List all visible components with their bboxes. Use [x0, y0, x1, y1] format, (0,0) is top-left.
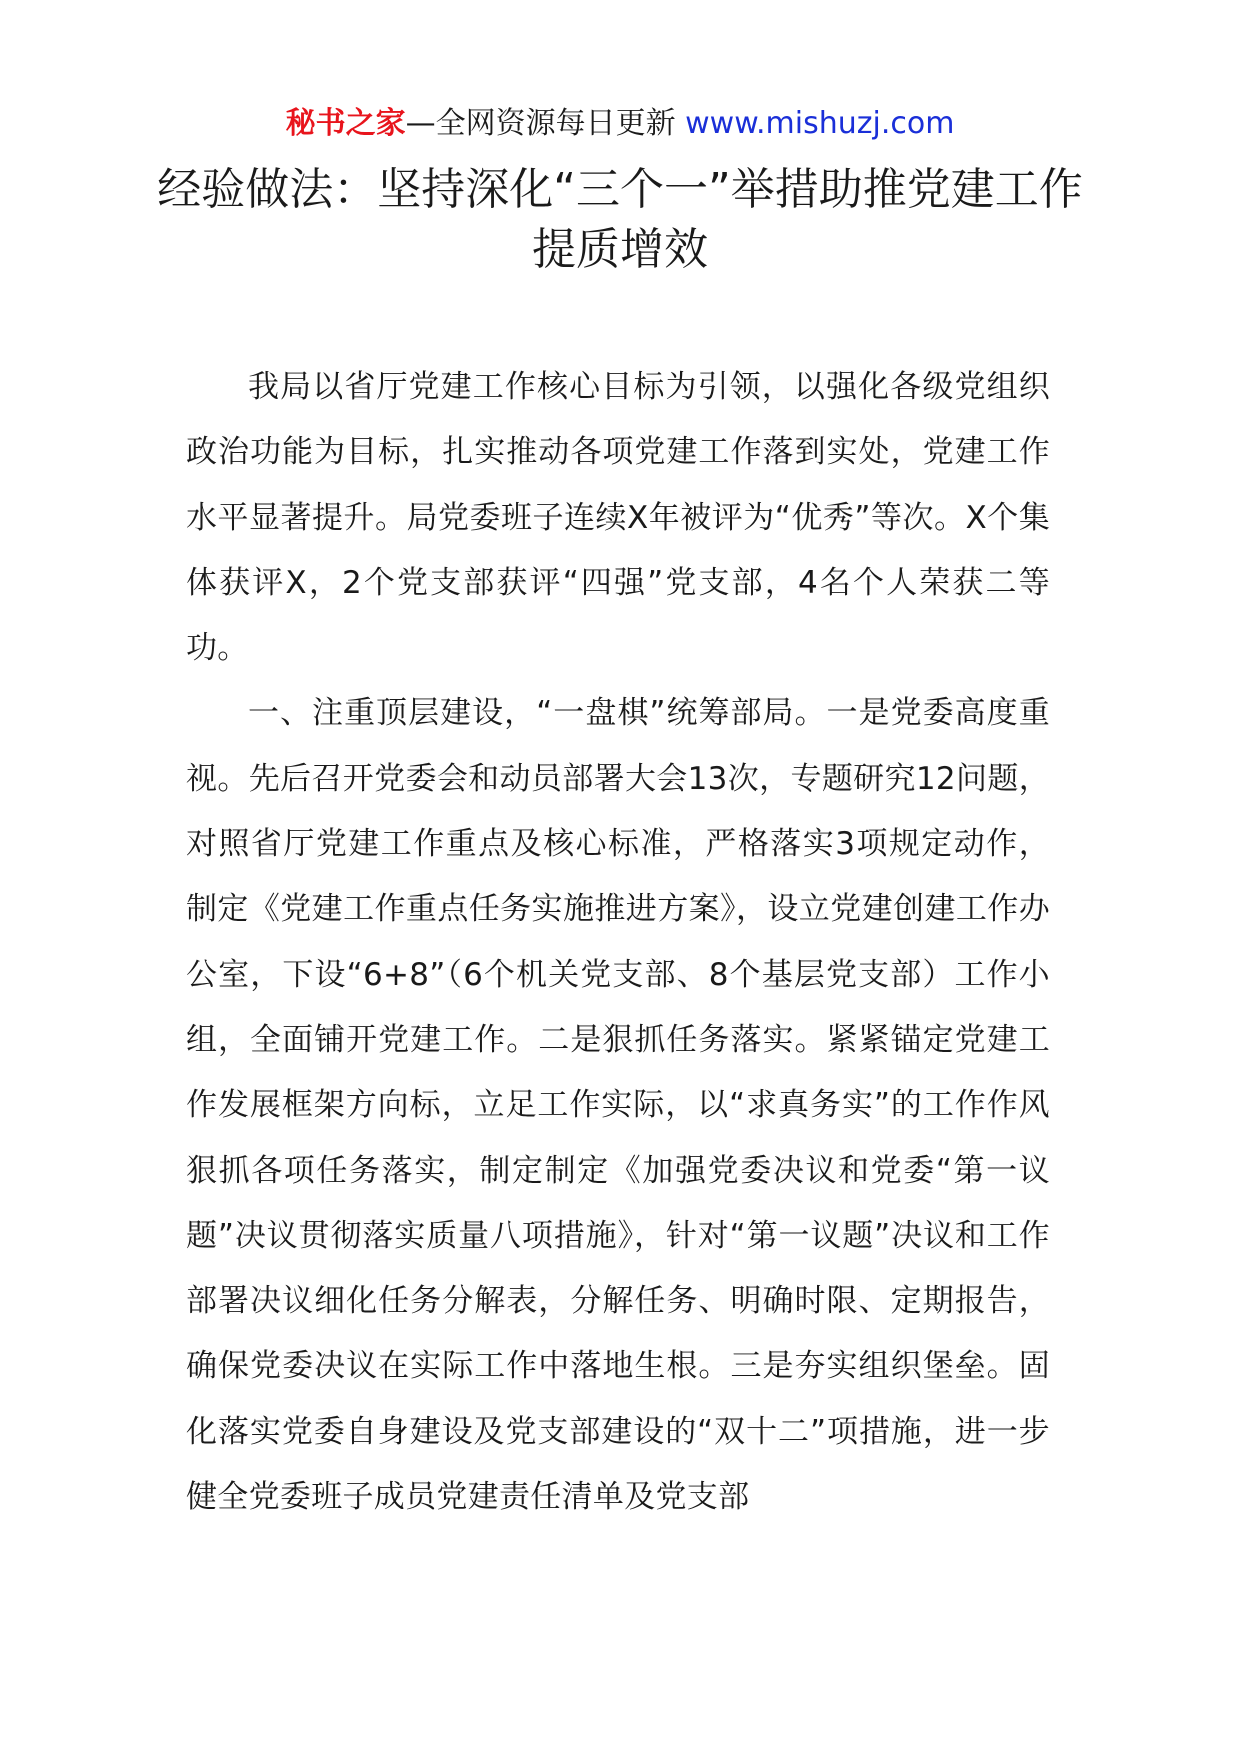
paragraph-section-one: 一、注重顶层建设，“一盘棋”统筹部局。一是党委高度重视。先后召开党委会和动员部署大会13次，专题研究12问题，对照省厅党建工作重点及核心标准，严格落实3项规定动作，制定《党建工作重点任务实施推进方案》，设立党建创建工作办公室，下设“6+8”（6个机关党支部、8个基层党支部）工作小组，全面铺开党建工作。二是狠抓任务落实。紧紧锚定党建工作发展框架方向标，立足工作实际，以“求真务实”的工作作风狠抓各项任务落实，制定制定《加强党委决议和党委“第一议题”决议贯彻落实质量八项措施》，针对“第一议题”决议和工作部署决议细化任务分解表，分解任务、明确时限、定期报告，确保党委决议在实际工作中落地生根。三是夯实组织堡垒。固化落实党委自身建设及党支部建设的“双十二”项措施，进一步健全党委班子成员党建责任清单及党支部: [186, 695, 1050, 1516]
document-body: [186, 355, 1050, 1530]
paragraph-intro: 我局以省厅党建工作核心目标为引领，以强化各级党组织政治功能为目标，扎实推动各项党建工作落到实处，党建工作水平显著提升。局党委班子连续X年被评为“优秀”等次。X个集体获评X，2个党支部获评“四强”党支部，4名个人荣获二等功。: [186, 369, 1050, 667]
document-title: 经验做法：坚持深化“三个一”举措助推党建工作提质增效: [157, 164, 1083, 275]
header-tagline: —全网资源每日更新: [405, 106, 686, 141]
site-url-link[interactable]: www.mishuzj.com: [685, 106, 955, 141]
brand-name: 秘书之家: [285, 106, 406, 141]
site-header: [0, 102, 1240, 146]
